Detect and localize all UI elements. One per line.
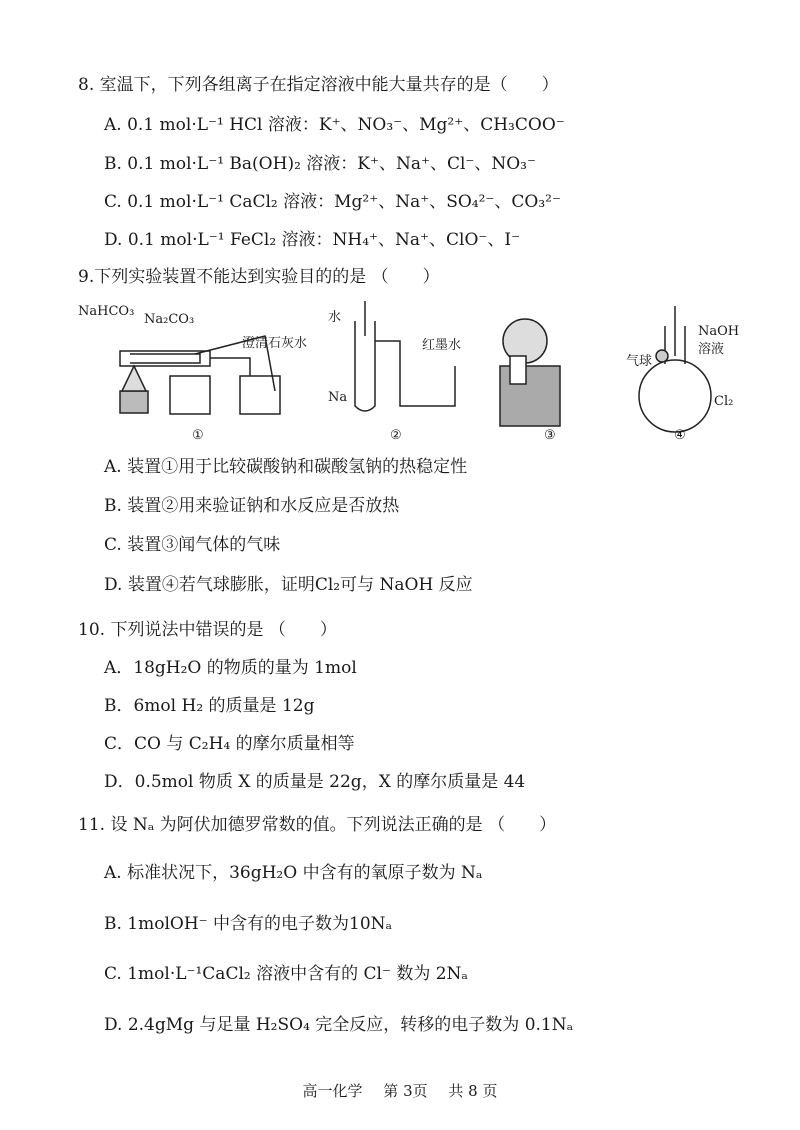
beaker-1 — [170, 376, 210, 414]
page-footer — [0, 1080, 800, 1101]
balloon — [656, 350, 668, 362]
q9-option-a: A. 装置①用于比较碳酸钠和碳酸氢钠的热稳定性 — [104, 457, 468, 477]
q8-option-c: C. 0.1 mol·L⁻¹ CaCl₂ 溶液：Mg²⁺、Na⁺、SO₄²⁻、CO₃²⁻ — [104, 192, 561, 212]
label-solution: 溶液 — [698, 342, 725, 357]
q10-option-d: D．0.5mol 物质 X 的质量是 22g，X 的摩尔质量是 44 — [104, 772, 526, 792]
footer-total: 共 8 页 — [448, 1082, 498, 1100]
q9-option-d: D. 装置④若气球膨胀，证明Cl₂可与 NaOH 反应 — [104, 575, 473, 595]
q11-option-c: C. 1mol·L⁻¹CaCl₂ 溶液中含有的 Cl⁻ 数为 2Nₐ — [104, 964, 468, 984]
label-limewater: 澄清石灰水 — [242, 336, 308, 351]
inner-test-tube — [130, 354, 200, 363]
label-fig3-num: ③ — [544, 428, 556, 443]
q9-option-b: B. 装置②用来验证钠和水反应是否放热 — [104, 496, 400, 516]
label-water: 水 — [328, 310, 342, 325]
q10-option-c: C．CO 与 C₂H₄ 的摩尔质量相等 — [104, 734, 355, 754]
q8-stem: 8. 室温下，下列各组离子在指定溶液中能大量共存的是（ ） — [78, 75, 559, 95]
label-naoh: NaOH — [698, 324, 740, 339]
q11-stem: 11. 设 Nₐ 为阿伏加德罗常数的值。下列说法正确的是 （ ） — [78, 815, 557, 835]
q10-stem: 10. 下列说法中错误的是 （ ） — [78, 620, 337, 640]
label-cl2: Cl₂ — [714, 394, 734, 409]
q10-option-a: A．18gH₂O 的物质的量为 1mol — [104, 658, 357, 678]
label-fig2-num: ② — [390, 428, 402, 443]
q8-option-b: B. 0.1 mol·L⁻¹ Ba(OH)₂ 溶液：K⁺、Na⁺、Cl⁻、NO₃⁻ — [104, 154, 536, 174]
label-na2co3: Na₂CO₃ — [144, 312, 195, 327]
delivery-tube-1 — [210, 358, 250, 376]
round-flask — [639, 360, 711, 432]
q10-option-b: B．6mol H₂ 的质量是 12g — [104, 696, 315, 716]
q11-option-b: B. 1molOH⁻ 中含有的电子数为10Nₐ — [104, 914, 393, 934]
q9-stem: 9.下列实验装置不能达到实验目的的是 （ ） — [78, 267, 440, 287]
q9-apparatus-figure — [70, 296, 750, 446]
label-ink: 红墨水 — [422, 338, 462, 353]
q8-option-d: D. 0.1 mol·L⁻¹ FeCl₂ 溶液：NH₄⁺、Na⁺、ClO⁻、I⁻ — [104, 230, 521, 250]
footer-page: 第 3页 — [383, 1082, 428, 1100]
q8-option-a: A. 0.1 mol·L⁻¹ HCl 溶液：K⁺、NO₃⁻、Mg²⁺、CH₃COO⁻ — [104, 115, 565, 135]
label-na: Na — [328, 390, 348, 405]
person-body — [500, 366, 560, 426]
label-fig4-num: ④ — [674, 428, 686, 443]
q11-option-d: D. 2.4gMg 与足量 H₂SO₄ 完全反应，转移的电子数为 0.1Nₐ — [104, 1015, 574, 1035]
label-nahco3: NaHCO₃ — [78, 304, 135, 319]
gas-bottle — [510, 356, 526, 384]
alcohol-lamp — [122, 366, 146, 391]
label-fig1-num: ① — [192, 428, 204, 443]
footer-subject: 高一化学 — [302, 1082, 363, 1100]
label-balloon: 气球 — [626, 354, 653, 369]
burner-base — [120, 391, 148, 413]
q11-option-a: A. 标准状况下，36gH₂O 中含有的氧原子数为 Nₐ — [104, 863, 483, 883]
q9-option-c: C. 装置③闻气体的气味 — [104, 535, 281, 555]
